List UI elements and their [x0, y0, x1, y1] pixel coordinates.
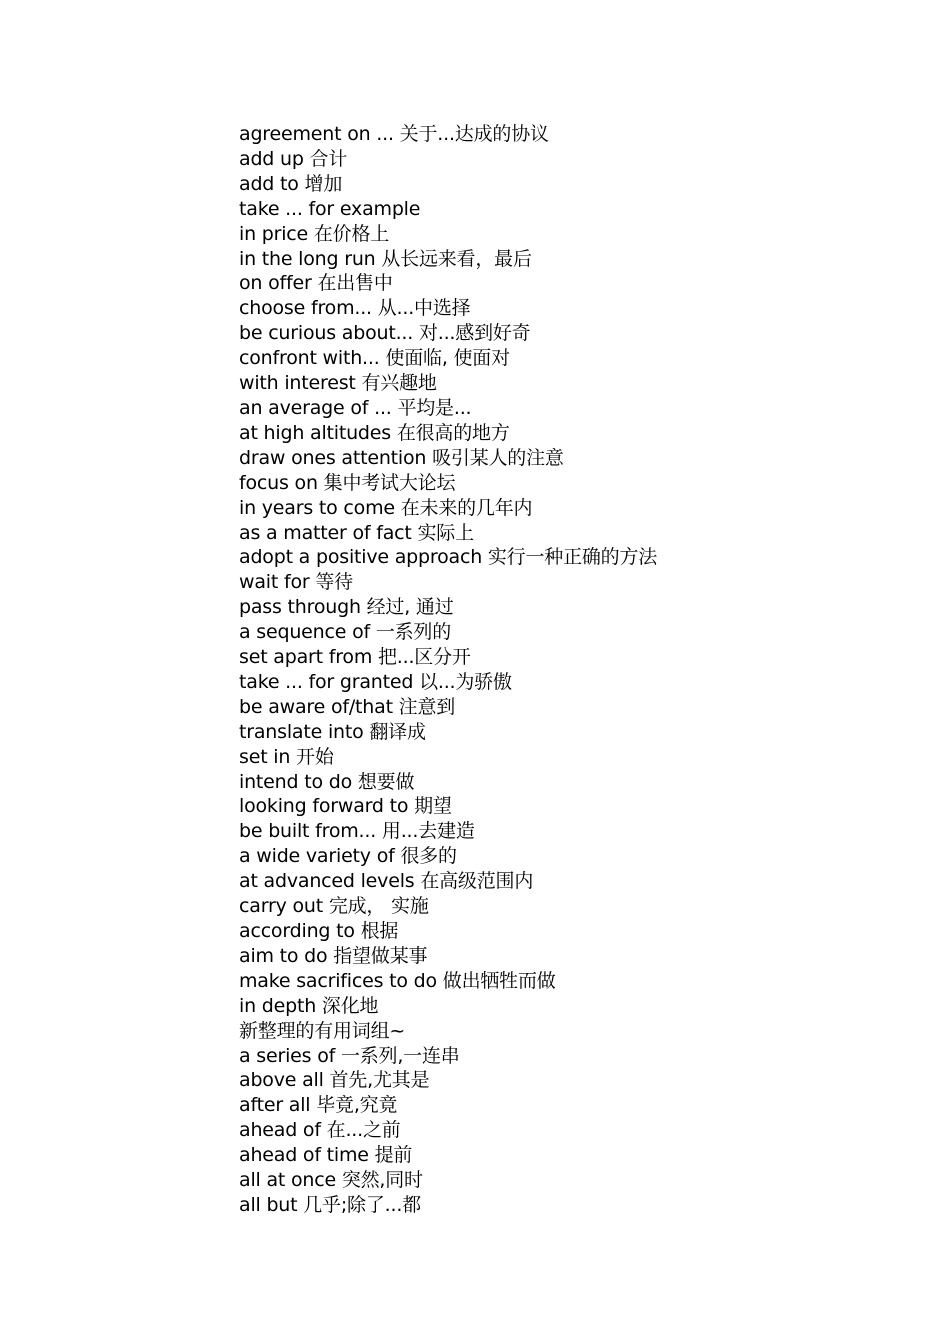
phrase-line: agreement on ... 关于...达成的协议 — [239, 123, 549, 145]
phrase-line: draw ones attention 吸引某人的注意 — [239, 446, 564, 469]
phrase-line: carry out 完成， 实施 — [239, 895, 429, 918]
phrase-line: at advanced levels 在高级范围内 — [239, 870, 534, 893]
phrase-line: a sequence of 一系列的 — [239, 621, 452, 644]
phrase-line: set in 开始 — [239, 745, 334, 768]
phrase-list — [239, 122, 657, 1218]
phrase-line: in the long run 从长远来看，最后 — [239, 247, 532, 270]
phrase-line: intend to do 想要做 — [239, 770, 415, 793]
phrase-line: take ... for example — [239, 197, 421, 220]
phrase-line: according to 根据 — [239, 920, 399, 942]
phrase-line: on offer 在出售中 — [239, 272, 393, 295]
phrase-line: with interest 有兴趣地 — [239, 372, 437, 395]
phrase-line: wait for 等待 — [239, 571, 353, 594]
phrase-line: above all 首先,尤其是 — [239, 1069, 430, 1092]
phrase-line: aim to do 指望做某事 — [239, 944, 428, 967]
phrase-line: add up 合计 — [239, 147, 348, 170]
phrase-line: in price 在价格上 — [239, 222, 390, 245]
phrase-line: after all 毕竟,究竟 — [239, 1094, 398, 1117]
phrase-line: translate into 翻译成 — [239, 720, 426, 743]
phrase-line: at high altitudes 在很高的地方 — [239, 421, 510, 444]
phrase-line: a series of 一系列,一连串 — [239, 1044, 460, 1067]
phrase-line: 新整理的有用词组~ — [239, 1019, 406, 1042]
phrase-line: as a matter of fact 实际上 — [239, 521, 474, 544]
phrase-line: a wide variety of 很多的 — [239, 845, 457, 868]
phrase-line: add to 增加 — [239, 172, 343, 195]
phrase-line: looking forward to 期望 — [239, 795, 452, 818]
phrase-line: all but 几乎;除了...都 — [239, 1193, 421, 1216]
phrase-line: be curious about... 对...感到好奇 — [239, 322, 531, 345]
phrase-line: an average of ... 平均是... — [239, 396, 472, 419]
phrase-line: set apart from 把...区分开 — [239, 646, 471, 669]
phrase-line: confront with... 使面临, 使面对 — [239, 347, 510, 370]
phrase-line: in years to come 在未来的几年内 — [239, 496, 533, 519]
phrase-line: pass through 经过, 通过 — [239, 596, 454, 619]
phrase-line: adopt a positive approach 实行一种正确的方法 — [239, 546, 658, 569]
phrase-line: make sacrifices to do 做出牺牲而做 — [239, 969, 556, 992]
phrase-line: choose from... 从...中选择 — [239, 297, 471, 320]
phrase-line: ahead of time 提前 — [239, 1144, 413, 1167]
phrase-line: focus on 集中考试大论坛 — [239, 471, 456, 494]
phrase-line: be built from... 用...去建造 — [239, 820, 475, 843]
phrase-line: take ... for granted 以...为骄傲 — [239, 670, 512, 693]
phrase-line: be aware of/that 注意到 — [239, 695, 456, 718]
phrase-line: all at once 突然,同时 — [239, 1169, 423, 1192]
phrase-line: in depth 深化地 — [239, 994, 379, 1017]
phrase-line: ahead of 在...之前 — [239, 1119, 401, 1142]
